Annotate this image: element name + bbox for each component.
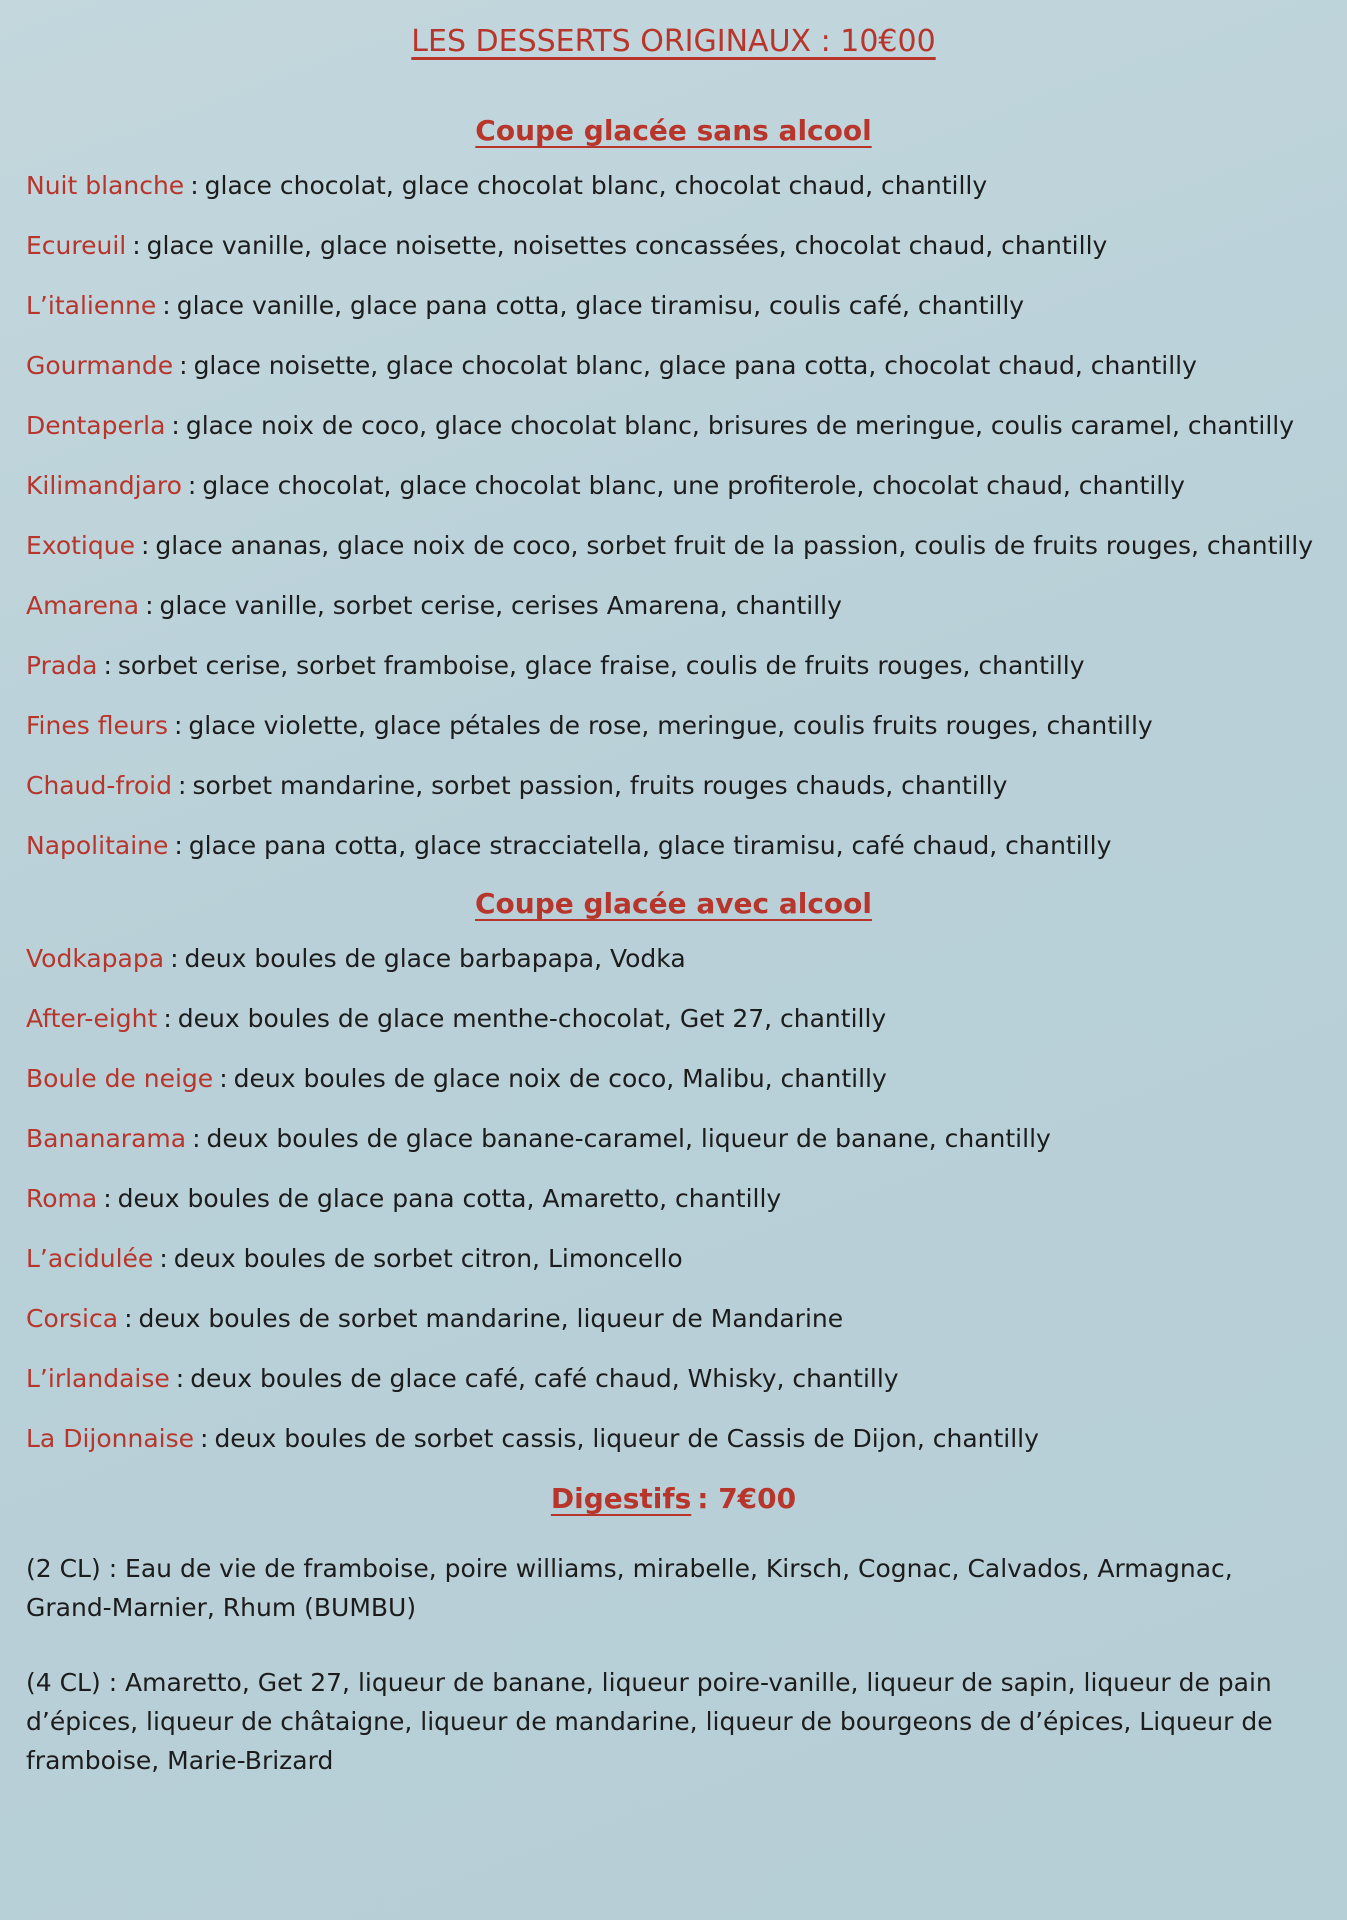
item-name: Dentaperla: [26, 411, 166, 440]
digestifs-price: : 7€00: [697, 1482, 797, 1515]
item-description: sorbet mandarine, sorbet passion, fruits rouges chauds, chantilly: [192, 771, 1008, 800]
item-name: Corsica: [26, 1304, 119, 1333]
menu-item: Exotique : glace ananas, glace noix de coco, sorbet fruit de la passion, coulis de fruits rouges, chantilly: [26, 531, 1314, 560]
item-name: Nuit blanche: [26, 171, 185, 200]
item-name: Fines fleurs: [26, 711, 168, 740]
digestifs-title: Digestifs: [550, 1482, 692, 1515]
list-sans-alcool: [26, 165, 1321, 867]
item-description: deux boules de sorbet mandarine, liqueur de Mandarine: [138, 1304, 844, 1333]
page-title: LES DESSERTS ORIGINAUX : 10€00: [411, 24, 936, 59]
section-title-avec-alcool: Coupe glacée avec alcool: [474, 887, 872, 920]
menu-item: L’acidulée : deux boules de sorbet citron, Limoncello: [26, 1244, 683, 1273]
digestifs-2cl: (2 CL) : Eau de vie de framboise, poire williams, mirabelle, Kirsch, Cognac, Calvados, Armagnac, Grand-Marnier, Rhum (BUMBU): [26, 1554, 1233, 1622]
item-description: glace ananas, glace noix de coco, sorbet fruit de la passion, coulis de fruits rouges, chantilly: [155, 531, 1314, 560]
item-name: After-eight: [26, 1004, 158, 1033]
menu-item: Dentaperla : glace noix de coco, glace chocolat blanc, brisures de meringue, coulis caramel, chantilly: [26, 411, 1295, 440]
item-description: deux boules de sorbet citron, Limoncello: [173, 1244, 683, 1273]
item-name: L’irlandaise: [26, 1364, 170, 1393]
item-description: glace noisette, glace chocolat blanc, glace pana cotta, chocolat chaud, chantilly: [193, 351, 1197, 380]
menu-item: Nuit blanche : glace chocolat, glace chocolat blanc, chocolat chaud, chantilly: [26, 171, 988, 200]
item-description: deux boules de glace barbapapa, Vodka: [184, 944, 686, 973]
menu-item: Corsica : deux boules de sorbet mandarine, liqueur de Mandarine: [26, 1304, 844, 1333]
item-description: deux boules de glace pana cotta, Amaretto, chantilly: [117, 1184, 782, 1213]
item-name: Gourmande: [26, 351, 174, 380]
item-name: Prada: [26, 651, 98, 680]
item-name: Roma: [26, 1184, 98, 1213]
menu-item: Roma : deux boules de glace pana cotta, Amaretto, chantilly: [26, 1184, 782, 1213]
section-title-sans-alcool: Coupe glacée sans alcool: [475, 114, 872, 147]
menu-item: Kilimandjaro : glace chocolat, glace chocolat blanc, une profiterole, chocolat chaud, chantilly: [26, 471, 1185, 500]
menu-item: Boule de neige : deux boules de glace noix de coco, Malibu, chantilly: [26, 1064, 887, 1093]
digestifs-4cl: (4 CL) : Amaretto, Get 27, liqueur de banane, liqueur poire-vanille, liqueur de sapin, liqueur de pain d’épices, liqueur de châtaigne, liqueur de mandarine, liqueur de bourgeons de d’épices, Liqueur de framboise, Marie-Brizard: [26, 1668, 1273, 1775]
item-name: Bananarama: [26, 1124, 187, 1153]
menu-item: Gourmande : glace noisette, glace chocolat blanc, glace pana cotta, chocolat chaud, chantilly: [26, 351, 1197, 380]
menu-item: Bananarama : deux boules de glace banane-caramel, liqueur de banane, chantilly: [26, 1124, 1051, 1153]
item-description: glace noix de coco, glace chocolat blanc, brisures de meringue, coulis caramel, chantilly: [185, 411, 1295, 440]
item-description: sorbet cerise, sorbet framboise, glace fraise, coulis de fruits rouges, chantilly: [117, 651, 1085, 680]
item-name: Vodkapapa: [26, 944, 165, 973]
item-name: Exotique: [26, 531, 135, 560]
item-name: Ecureuil: [26, 231, 127, 260]
menu-item: Chaud-froid : sorbet mandarine, sorbet passion, fruits rouges chauds, chantilly: [26, 771, 1008, 800]
item-name: L’acidulée: [26, 1244, 154, 1273]
menu-item: Fines fleurs : glace violette, glace pétales de rose, meringue, coulis fruits rouges, chantilly: [26, 711, 1153, 740]
menu-item: After-eight : deux boules de glace menthe-chocolat, Get 27, chantilly: [26, 1004, 887, 1033]
item-description: deux boules de sorbet cassis, liqueur de Cassis de Dijon, chantilly: [214, 1424, 1039, 1453]
item-description: deux boules de glace noix de coco, Malibu, chantilly: [233, 1064, 887, 1093]
menu-item: Napolitaine : glace pana cotta, glace stracciatella, glace tiramisu, café chaud, chantilly: [26, 831, 1112, 860]
menu-item: La Dijonnaise : deux boules de sorbet cassis, liqueur de Cassis de Dijon, chantilly: [26, 1424, 1039, 1453]
item-name: Boule de neige: [26, 1064, 214, 1093]
item-name: La Dijonnaise: [26, 1424, 194, 1453]
item-name: Napolitaine: [26, 831, 169, 860]
item-name: Amarena: [26, 591, 140, 620]
list-avec-alcool: [26, 938, 1321, 1460]
menu-item: Vodkapapa : deux boules de glace barbapapa, Vodka: [26, 944, 686, 973]
item-description: glace chocolat, glace chocolat blanc, une profiterole, chocolat chaud, chantilly: [202, 471, 1185, 500]
item-description: glace violette, glace pétales de rose, meringue, coulis fruits rouges, chantilly: [188, 711, 1153, 740]
menu-item: Ecureuil : glace vanille, glace noisette, noisettes concassées, chocolat chaud, chantilly: [26, 231, 1108, 260]
item-description: glace vanille, glace noisette, noisettes concassées, chocolat chaud, chantilly: [146, 231, 1108, 260]
item-description: deux boules de glace café, café chaud, Whisky, chantilly: [190, 1364, 899, 1393]
menu-item: L’irlandaise : deux boules de glace café, café chaud, Whisky, chantilly: [26, 1364, 899, 1393]
item-name: Kilimandjaro: [26, 471, 182, 500]
item-description: deux boules de glace banane-caramel, liqueur de banane, chantilly: [206, 1124, 1051, 1153]
item-description: glace vanille, sorbet cerise, cerises Amarena, chantilly: [159, 591, 842, 620]
section-title-digestifs: [26, 1482, 1321, 1515]
menu-item: Prada : sorbet cerise, sorbet framboise, glace fraise, coulis de fruits rouges, chantilly: [26, 651, 1085, 680]
item-name: L’italienne: [26, 291, 157, 320]
item-description: glace pana cotta, glace stracciatella, glace tiramisu, café chaud, chantilly: [188, 831, 1112, 860]
menu-item: L’italienne : glace vanille, glace pana cotta, glace tiramisu, coulis café, chantilly: [26, 291, 1025, 320]
item-description: glace vanille, glace pana cotta, glace tiramisu, coulis café, chantilly: [176, 291, 1025, 320]
item-name: Chaud-froid: [26, 771, 172, 800]
menu-item: Amarena : glace vanille, sorbet cerise, cerises Amarena, chantilly: [26, 591, 842, 620]
item-description: glace chocolat, glace chocolat blanc, chocolat chaud, chantilly: [204, 171, 988, 200]
item-description: deux boules de glace menthe-chocolat, Get 27, chantilly: [177, 1004, 887, 1033]
